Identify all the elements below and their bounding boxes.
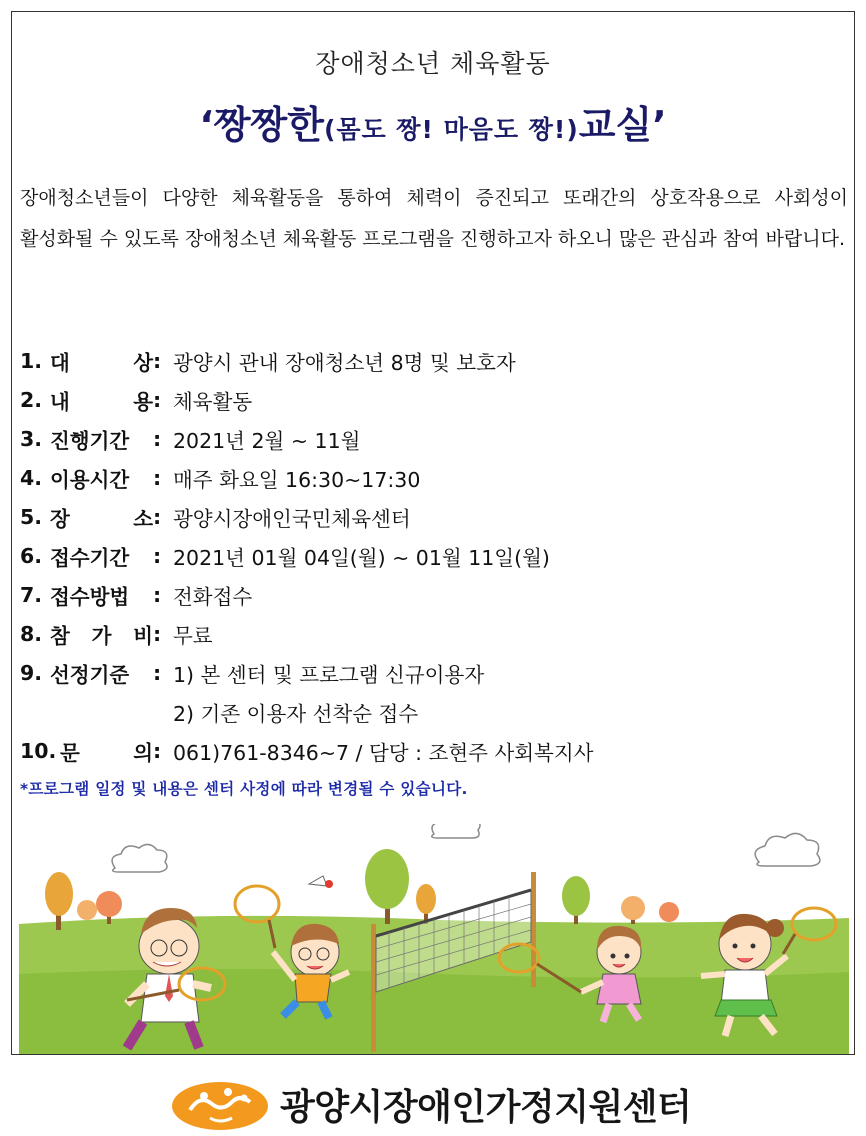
info-label: 접수기간 [50, 545, 130, 570]
info-label: 접수방법 [50, 584, 130, 609]
info-row-period: 3. 진행기간 : 2021년 2월 ~ 11월 [20, 419, 850, 458]
info-num: 9. [20, 660, 43, 685]
family-logo-icon [170, 1076, 270, 1132]
info-row-criteria: 9. 선정기준 : 1) 본 센터 및 프로그램 신규이용자 [20, 653, 850, 692]
info-value: 무료 [173, 623, 213, 648]
info-num: 1. [20, 348, 43, 373]
info-num: 10. [20, 738, 57, 763]
info-value: 전화접수 [173, 584, 253, 609]
info-label: 문 의 [60, 740, 153, 765]
shuttlecock-icon [309, 876, 333, 888]
info-list [20, 341, 850, 770]
title-main: 짱짱한 [213, 103, 324, 147]
tree-icon [621, 896, 679, 924]
tree-icon [365, 849, 409, 924]
info-value: 2021년 2월 ~ 11월 [173, 428, 361, 453]
info-row-criteria-2 [20, 692, 850, 731]
info-num: 2. [20, 387, 43, 412]
cloud-icon [432, 824, 480, 838]
tree-icon [562, 876, 590, 924]
info-row-target: 1. 대 상 : 광양시 관내 장애청소년 8명 및 보호자 [20, 341, 850, 380]
info-num: 6. [20, 543, 43, 568]
intro-paragraph: 장애청소년들이 다양한 체육활동을 통하여 체력이 증진되고 또래간의 상호작용으로 사회성이 활성화될 수 있도록 장애청소년 체육활동 프로그램을 진행하고자 하오니 많은 관심과 참여 바랍니다. [20, 187, 848, 250]
title-end: 교실 [578, 103, 653, 147]
info-value: 2021년 01월 04일(월) ~ 01월 11일(월) [173, 545, 550, 570]
info-row-content: 2. 내 용 : 체육활동 [20, 380, 850, 419]
badminton-illustration [19, 824, 849, 1054]
org-name: 광양시장애인가정지원센터 [280, 1086, 692, 1128]
info-value: 광양시 관내 장애청소년 8명 및 보호자 [173, 350, 516, 375]
title-open-quote: ‘ [199, 103, 214, 147]
info-value: 1) 본 센터 및 프로그램 신규이용자 [173, 662, 485, 687]
info-value: 광양시장애인국민체육센터 [173, 506, 411, 531]
info-value: 매주 화요일 16:30~17:30 [173, 467, 421, 492]
info-num: 4. [20, 465, 43, 490]
info-row-place: 5. 장 소 : 광양시장애인국민체육센터 [20, 497, 850, 536]
info-value: 061)761-8346~7 / 담당 : 조현주 사회복지사 [173, 740, 594, 765]
info-num: 8. [20, 621, 43, 646]
poster-frame [11, 11, 855, 1055]
info-label: 이용시간 [50, 467, 130, 492]
info-label: 내 용 [50, 389, 153, 414]
poster-title [12, 94, 854, 149]
info-label: 참 가 비 [50, 623, 153, 648]
title-close-quote: ’ [652, 103, 667, 147]
info-value: 체육활동 [173, 389, 253, 414]
info-label: 진행기간 [50, 428, 130, 453]
notice-text: *프로그램 일정 및 내용은 센터 사정에 따라 변경될 수 있습니다. [20, 780, 468, 798]
info-label: 선정기준 [50, 662, 130, 687]
cloud-icon [755, 833, 820, 866]
info-num: 5. [20, 504, 43, 529]
info-row-registration-period: 6. 접수기간 : 2021년 01월 04일(월) ~ 01월 11일(월) [20, 536, 850, 575]
footer [170, 1074, 691, 1134]
cloud-icon [112, 844, 167, 872]
info-label: 대 상 [50, 350, 153, 375]
info-num: 7. [20, 582, 43, 607]
info-label: 장 소 [50, 506, 153, 531]
info-value: 2) 기존 이용자 선착순 접수 [173, 701, 419, 726]
poster-subtitle: 장애청소년 체육활동 [315, 49, 551, 78]
info-row-time: 4. 이용시간 : 매주 화요일 16:30~17:30 [20, 458, 850, 497]
info-row-contact: 10. 문 의 : 061)761-8346~7 / 담당 : 조현주 사회복지사 [20, 731, 850, 770]
title-paren: (몸도 짱! 마음도 짱!) [323, 115, 579, 144]
info-row-fee: 8. 참 가 비 : 무료 [20, 614, 850, 653]
info-row-registration-method: 7. 접수방법 : 전화접수 [20, 575, 850, 614]
info-num: 3. [20, 426, 43, 451]
